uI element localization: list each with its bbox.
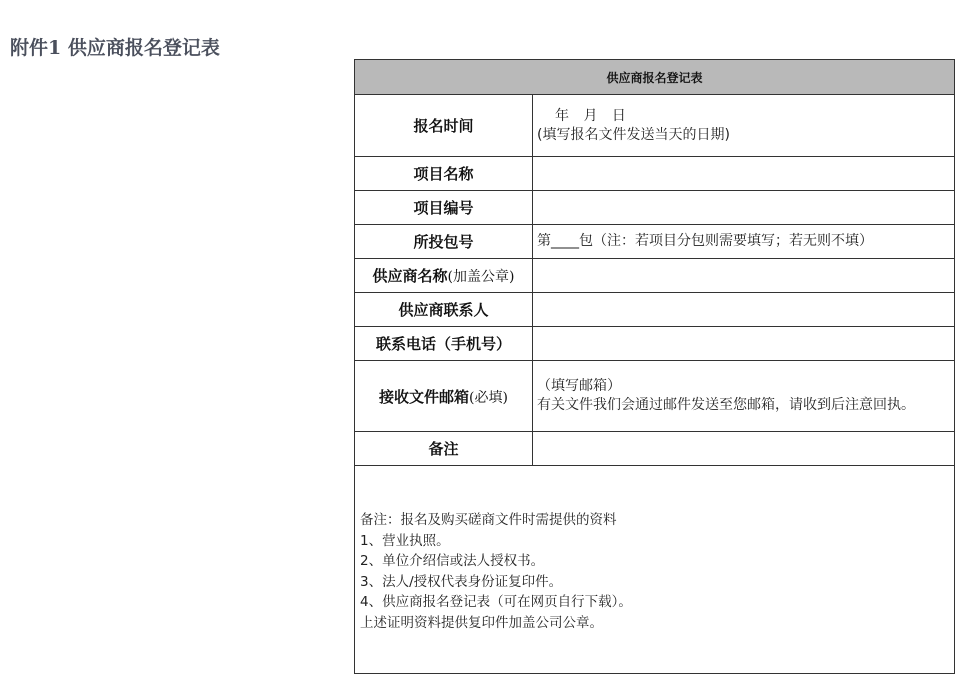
table-row bbox=[355, 157, 955, 191]
table-row bbox=[355, 259, 955, 293]
email-label-note: (必填) bbox=[469, 389, 508, 406]
supplier-name-label-text: 供应商名称 bbox=[372, 267, 448, 285]
table-row bbox=[355, 293, 955, 327]
table-row bbox=[355, 432, 955, 466]
email-hint: 有关文件我们会通过邮件发送至您邮箱，请收到后注意回执。 bbox=[537, 397, 915, 413]
package-number-field[interactable]: 第____包（注：若项目分包则需要填写；若无则不填） bbox=[533, 225, 955, 259]
registration-form-table bbox=[354, 59, 955, 674]
supplier-name-field[interactable] bbox=[533, 259, 955, 293]
notes-cell bbox=[355, 466, 955, 674]
table-row bbox=[355, 95, 955, 157]
notes-footer: 上述证明资料提供复印件加盖公司公章。 bbox=[360, 614, 603, 631]
phone-field[interactable] bbox=[533, 327, 955, 361]
notes-heading: 备注：报名及购买磋商文件时需提供的资料 bbox=[360, 512, 617, 528]
phone-label: 联系电话（手机号） bbox=[355, 327, 533, 361]
registration-date-label: 报名时间 bbox=[355, 95, 533, 157]
notes-item: 1、营业执照。 bbox=[360, 532, 450, 549]
table-row bbox=[355, 225, 955, 259]
table-row bbox=[355, 327, 955, 361]
table-header: 供应商报名登记表 bbox=[355, 60, 955, 95]
notes-row bbox=[355, 466, 955, 674]
email-placeholder: （填写邮箱） bbox=[537, 378, 621, 394]
notes-item: 3、法人/授权代表身份证复印件。 bbox=[360, 573, 563, 590]
notes-list bbox=[355, 466, 954, 633]
package-number-label: 所投包号 bbox=[355, 225, 533, 259]
project-name-field[interactable] bbox=[533, 157, 955, 191]
contact-person-field[interactable] bbox=[533, 293, 955, 327]
email-label bbox=[355, 361, 533, 432]
notes-item: 4、供应商报名登记表（可在网页自行下载）。 bbox=[360, 594, 632, 610]
remark-field[interactable] bbox=[533, 432, 955, 466]
registration-date-field[interactable] bbox=[533, 95, 955, 157]
email-field[interactable] bbox=[533, 361, 955, 432]
contact-person-label: 供应商联系人 bbox=[355, 293, 533, 327]
notes-item: 2、单位介绍信或法人授权书。 bbox=[360, 553, 545, 569]
table-row bbox=[355, 191, 955, 225]
project-name-label: 项目名称 bbox=[355, 157, 533, 191]
date-hint: (填写报名文件发送当天的日期) bbox=[537, 126, 730, 143]
page-title: 附件1 供应商报名登记表 bbox=[10, 37, 220, 59]
supplier-name-label-note: (加盖公章) bbox=[447, 269, 515, 285]
project-number-label: 项目编号 bbox=[355, 191, 533, 225]
remark-label: 备注 bbox=[355, 432, 533, 466]
project-number-field[interactable] bbox=[533, 191, 955, 225]
table-row bbox=[355, 361, 955, 432]
table-header-row bbox=[355, 60, 955, 95]
date-placeholder: 年 月 日 bbox=[555, 107, 626, 124]
supplier-name-label bbox=[355, 259, 533, 293]
email-label-text: 接收文件邮箱 bbox=[379, 387, 470, 406]
